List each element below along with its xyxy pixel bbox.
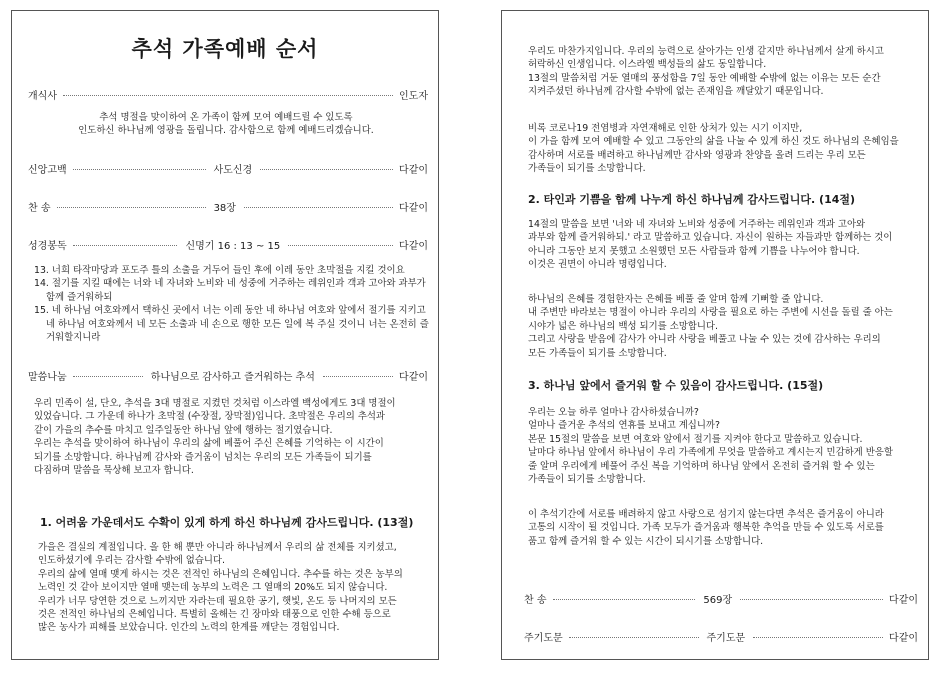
leader-dots — [553, 599, 696, 600]
page-title: 추석 가족예배 순서 — [131, 37, 319, 61]
leader-dots — [63, 95, 393, 96]
row-leader: 다같이 — [399, 203, 428, 214]
leader-dots — [73, 245, 178, 246]
row-leader: 다같이 — [889, 595, 919, 606]
row-label: 찬 송 — [524, 595, 547, 606]
point-3-body: 우리는 오늘 하루 얼마나 감사하셨습니까? 얼마나 즐거운 추석의 연휴를 보내고 계십니까? 본문 15절의 말씀을 보면 여호와 앞에서 절기를 지켜야 한다고 말씀하고 있습니다. 날마다 하나님 앞에서 하나님이 우리 가족에게 무엇을 말씀하고 계시는지 민감하게 반응할 줄 알며 우리에게 베풀어 주신 복을 기억하며 하나님 앞에서 온전히 즐거워 할 수 있는 가족들이 되기를 소망합니다. — [528, 407, 893, 486]
leader-dots — [323, 376, 393, 377]
leader-dots — [73, 169, 206, 170]
order-row-lords-prayer — [524, 629, 918, 644]
point-2-body-2: 하나님의 은혜를 경험한자는 은혜를 베풀 줄 알며 함께 기뻐할 줄 압니다. 내 주변만 바라보는 명절이 아니라 우리의 사랑을 필요로 하는 주변에 시선을 돌릴 줄 아는 시야가 넓은 하나님의 백성 되기를 소망합니다. 그리고 사랑을 받음에 감사가 아니라 사랑을 베풀고 나눌 수 있는 것에 감사하는 우리의 모든 가족들이 되기를 소망합니다. — [528, 294, 893, 359]
sermon-intro: 우리 민족이 설, 단오, 추석을 3대 명절로 지켰던 것처럼 이스라엘 백성에게도 3대 명절이 있었습니다. 그 가운데 하나가 초막절 (수장절, 장막절)입니다. 초막절은 우리의 추석과 같이 가을의 추수를 마치고 일주일동안 하나님 앞에 행하는 절기였습니다. 우리는 추석을 맞이하여 하나님이 우리의 삶에 베풀어 주신 은혜를 기억하는 이 시간이 되기를 소망합니다. 하나님께 감사와 즐거움이 넘치는 우리의 모든 가족들이 되기를 다짐하며 말씀을 묵상해 보고자 합니다. — [34, 398, 396, 477]
leader-dots — [244, 207, 393, 208]
leader-dots — [260, 169, 393, 170]
leader-dots — [57, 207, 206, 208]
order-row-sermon — [28, 368, 428, 383]
row-label: 말씀나눔 — [28, 372, 67, 383]
order-row-closing-hymn — [524, 591, 918, 606]
point-3-heading: 3. 하나님 앞에서 즐거워 할 수 있음이 감사드립니다. (15절) — [528, 379, 824, 392]
row-leader: 인도자 — [399, 91, 428, 102]
opening-text: 추석 명절을 맞이하여 온 가족이 함께 모여 예배드릴 수 있도록 인도하신 하나님께 영광을 돌립니다. 감사함으로 함께 예배드리겠습니다. — [78, 112, 374, 137]
leader-dots — [740, 599, 883, 600]
verse-14: 14. 절기를 지킬 때에는 너와 네 자녀와 노비와 네 성중에 거주하는 레위인과 객과 고아와 과부가 함께 즐거워하되 — [34, 278, 426, 303]
point-1-body: 가을은 결실의 계절입니다. 올 한 해 뿐만 아니라 하나님께서 우리의 삶 전체를 지키셨고, 인도하셨기에 우리는 감사할 수밖에 없습니다. 우리의 삶에 열매 맺게 하시는 것은 전적인 하나님의 은혜입니다. 추수를 하는 것은 농부의 노력인 것 같아 보이지만 열매 맺는데 농부의 노력은 그 열매의 20%도 되지 않습니다. 우리가 너무 당연한 것으로 느끼지만 자라는데 필요한 공기, 햇빛, 온도 등 나머지의 모든 것은 전적인 하나님의 은혜입니다. 특별히 올해는 긴 장마와 태풍으로 인한 수해 등으로 많은 농사가 피해를 보았습니다. 인간의 노력의 한계를 깨닫는 경험입니다. — [38, 542, 403, 634]
order-row-creed — [28, 161, 428, 176]
point-1-closing: 비록 코로나19 전염병과 자연재해로 인한 상처가 있는 시기 이지만, 이 가을 함께 모여 예배할 수 있고 그동안의 삶을 나눌 수 있게 하신 것도 하나님의 은혜임을 감사하며 서로를 배려하고 하나님께만 감사와 영광과 찬양을 올려 드리는 우리 모든 가족들이 되기를 소망합니다. — [528, 123, 899, 175]
leader-dots — [569, 637, 699, 638]
point-1-continued: 우리도 마찬가지입니다. 우리의 능력으로 살아가는 인생 같지만 하나님께서 살게 하시고 허락하신 인생입니다. 이스라엘 백성들의 삶도 동일합니다. 13절의 말씀처럼 거둔 열매의 풍성함을 7일 동안 예배할 수밖에 없는 이유는 모든 순간 지켜주셨던 하나님께 감사할 수밖에 없는 존재임을 깨달았기 때문입니다. — [528, 46, 884, 98]
order-row-hymn — [28, 199, 428, 214]
point-2-body: 14절의 말씀을 보면 '너와 네 자녀와 노비와 성중에 거주하는 레위인과 객과 고아와 과부와 함께 즐거워하되.' 라고 말씀하고 있습니다. 자신이 원하는 자들과만 함께하는 것이 아니라 그동안 보지 못했고 소원했던 모든 사람들과 함께 기쁨을 나누어야 합니다. 이것은 권면이 아니라 명령입니다. — [528, 219, 893, 271]
row-leader: 다같이 — [399, 372, 429, 383]
verse-15: 15. 네 하나님 여호와께서 택하신 곳에서 너는 이레 동안 네 하나님 여호와 앞에서 절기를 지키고 네 하나님 여호와께서 네 모든 소출과 네 손으로 행한 모든 일에 복 주실 것이니 너는 온전히 즐거워할지니라 — [34, 305, 429, 344]
row-label: 성경봉독 — [28, 241, 67, 252]
row-item: 569장 — [703, 595, 733, 606]
row-label: 개식사 — [28, 91, 57, 102]
row-item: 38장 — [213, 203, 236, 214]
row-item: 사도신경 — [213, 165, 253, 176]
leader-dots — [288, 245, 393, 246]
row-leader: 다같이 — [399, 165, 429, 176]
leader-dots — [753, 637, 883, 638]
point-2-heading: 2. 타인과 기쁨을 함께 나누게 하신 하나님께 감사드립니다. (14절) — [528, 193, 856, 206]
row-leader: 다같이 — [399, 241, 429, 252]
scripture-verses — [34, 264, 430, 344]
row-label: 신앙고백 — [28, 165, 67, 176]
left-page — [11, 10, 439, 660]
point-1-heading: 1. 어려움 가운데서도 수확이 있게 하게 하신 하나님께 감사드립니다. (13절) — [40, 516, 414, 529]
row-item: 주기도문 — [706, 633, 746, 644]
right-page — [501, 10, 929, 660]
point-3-closing: 이 추석기간에 서로를 배려하지 않고 사랑으로 섬기지 않는다면 추석은 즐거움이 아니라 고통의 시작이 될 것입니다. 가족 모두가 즐거움과 행복한 추억을 만들 수 있도록 서로를 품고 함께 즐거워 할 수 있는 시간이 되시기를 소망합니다. — [528, 509, 884, 547]
leader-dots — [73, 376, 143, 377]
row-leader: 다같이 — [889, 633, 919, 644]
row-label: 찬 송 — [28, 203, 51, 214]
row-item: 하나님으로 감사하고 즐거워하는 추석 — [150, 372, 315, 383]
row-item: 신명기 16 : 13 ~ 15 — [185, 241, 281, 252]
order-row-opening — [28, 87, 428, 102]
row-label: 주기도문 — [524, 633, 563, 644]
order-row-scripture — [28, 237, 428, 252]
verse-13: 13. 너희 타작마당과 포도주 틀의 소출을 거두어 들인 후에 이레 동안 초막절을 지킬 것이요 — [34, 265, 405, 276]
